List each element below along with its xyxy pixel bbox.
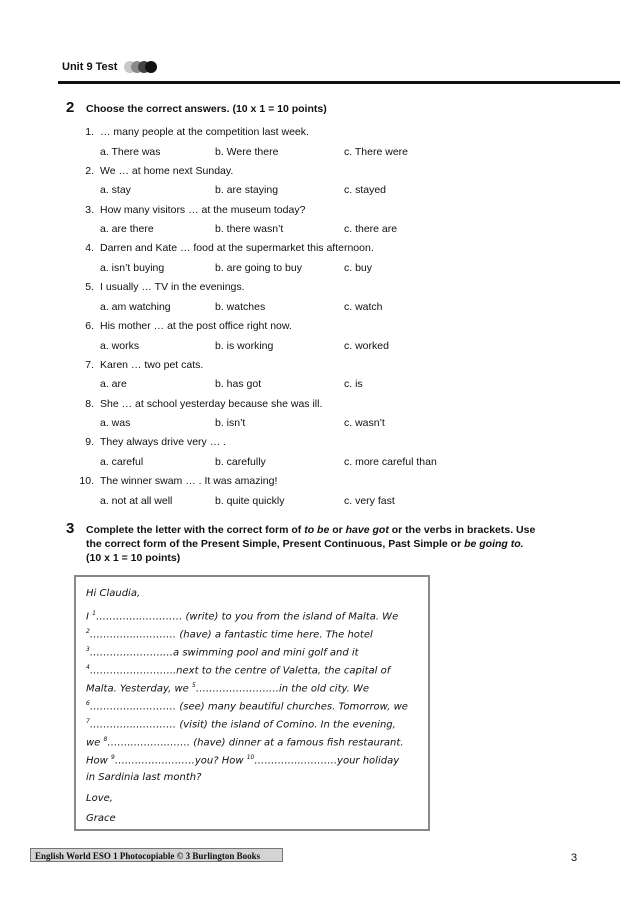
question-text: Darren and Kate … food at the supermarket this afternoon. (100, 242, 374, 255)
option-c[interactable]: c. more careful than (344, 455, 437, 468)
question-text: I usually … TV in the evenings. (100, 281, 245, 294)
option-b[interactable]: b. there wasn’t (215, 223, 284, 236)
question-text: … many people at the competition last week. (100, 126, 309, 138)
option-a[interactable]: a. am watching (100, 300, 171, 313)
option-b[interactable]: b. isn’t (215, 417, 246, 430)
option-a[interactable]: a. are (100, 378, 127, 391)
letter-closing: Love, (86, 793, 113, 804)
option-c[interactable]: c. watch (344, 300, 383, 313)
question-text: The winner swam … . It was amazing! (100, 475, 278, 488)
option-c[interactable]: c. is (344, 378, 363, 391)
option-c[interactable]: c. worked (344, 339, 389, 352)
option-a[interactable]: a. There was (100, 145, 161, 158)
page-title: Unit 9 Test (62, 61, 118, 73)
option-c[interactable]: c. wasn’t (344, 417, 385, 430)
question-number: 2. (85, 164, 94, 177)
question-number: 6. (85, 320, 94, 332)
option-a[interactable]: a. are there (100, 223, 154, 236)
letter-signature: Grace (86, 813, 116, 824)
question-text: Karen … two pet cats. (100, 358, 204, 371)
publisher-logo: English World ESO 1 Photocopiable © 3 Burlington Books (30, 848, 283, 862)
letter-line-8: we $^8$……..……….……. (have) dinner at a famous fish restaurant. (86, 736, 404, 749)
option-a[interactable]: a. careful (100, 455, 144, 468)
page-number: 3 (571, 852, 578, 864)
question-number: 9. (85, 436, 94, 449)
question-text: She … at school yesterday because she was ill. (100, 397, 323, 410)
letter-line-6: $^6$…………..………… (see) many beautiful churches. Tomorrow, we (86, 700, 408, 713)
question-number: 8. (85, 397, 94, 410)
letter-line-3: $^3$………………….…a swimming pool and mini golf and it (86, 646, 359, 659)
option-b[interactable]: b. Were there (215, 145, 279, 158)
letter-greeting: Hi Claudia, (86, 588, 141, 599)
option-c[interactable]: c. there are (344, 223, 398, 236)
letter-box (74, 575, 430, 831)
question-number: 1. (85, 126, 94, 138)
option-c[interactable]: c. There were (344, 145, 408, 158)
question-number: 7. (85, 358, 94, 371)
option-b[interactable]: b. are staying (215, 184, 279, 197)
section-3-title: Complete the letter with the correct form of to be or have got or the verbs in brackets. Use the correct form of the Present Simple, Present Continuous, Past Simple or be going to. (10 x 1 = 10 points) (86, 524, 536, 564)
section-3-number: 3 (66, 520, 75, 537)
letter-line-2: $^2$…………..………… (have) a fantastic time here. The hotel (86, 628, 373, 641)
question-number: 10. (79, 475, 94, 488)
option-b[interactable]: b. has got (215, 378, 262, 391)
question-text: His mother … at the post office right now. (100, 320, 292, 332)
option-c[interactable]: c. very fast (344, 494, 395, 507)
letter-line-9: How $^9$……………………you? How $^{10}$…………..………..your holiday (86, 754, 400, 767)
letter-line-10: in Sardinia last month? (86, 772, 202, 783)
option-b[interactable]: b. is working (215, 339, 274, 352)
option-b[interactable]: b. quite quickly (215, 494, 285, 507)
option-a[interactable]: a. works (100, 339, 140, 352)
section-2-number: 2 (66, 99, 75, 116)
question-text: We … at home next Sunday. (100, 164, 234, 177)
option-c[interactable]: c. stayed (344, 184, 387, 197)
option-b[interactable]: b. watches (215, 300, 266, 313)
question-number: 3. (85, 203, 94, 216)
question-text: They always drive very … . (100, 436, 227, 449)
letter-line-7: $^7$…………..………… (visit) the island of Comino. In the evening, (86, 718, 396, 731)
header-divider (58, 81, 620, 84)
option-b[interactable]: b. carefully (215, 455, 266, 468)
letter-line-5: Malta. Yesterday, we $^5$………………….…in the old city. We (86, 682, 370, 695)
option-a[interactable]: a. stay (100, 184, 131, 197)
letter-line-1: I $^1$…………..………… (write) to you from the island of Malta. We (86, 610, 399, 623)
option-b[interactable]: b. are going to buy (215, 261, 302, 274)
option-a[interactable]: a. not at all well (100, 494, 173, 507)
question-number: 4. (85, 242, 94, 255)
option-a[interactable]: a. was (100, 417, 131, 430)
section-2-title: Choose the correct answers. (10 x 1 = 10 points) (86, 103, 327, 115)
letter-line-4: $^4$……………………..next to the centre of Valetta, the capital of (86, 664, 391, 677)
question-number: 5. (85, 281, 94, 294)
option-a[interactable]: a. isn’t buying (100, 261, 165, 274)
option-c[interactable]: c. buy (344, 261, 373, 274)
header-circles-icon (123, 60, 163, 74)
question-text: How many visitors … at the museum today? (100, 203, 306, 216)
